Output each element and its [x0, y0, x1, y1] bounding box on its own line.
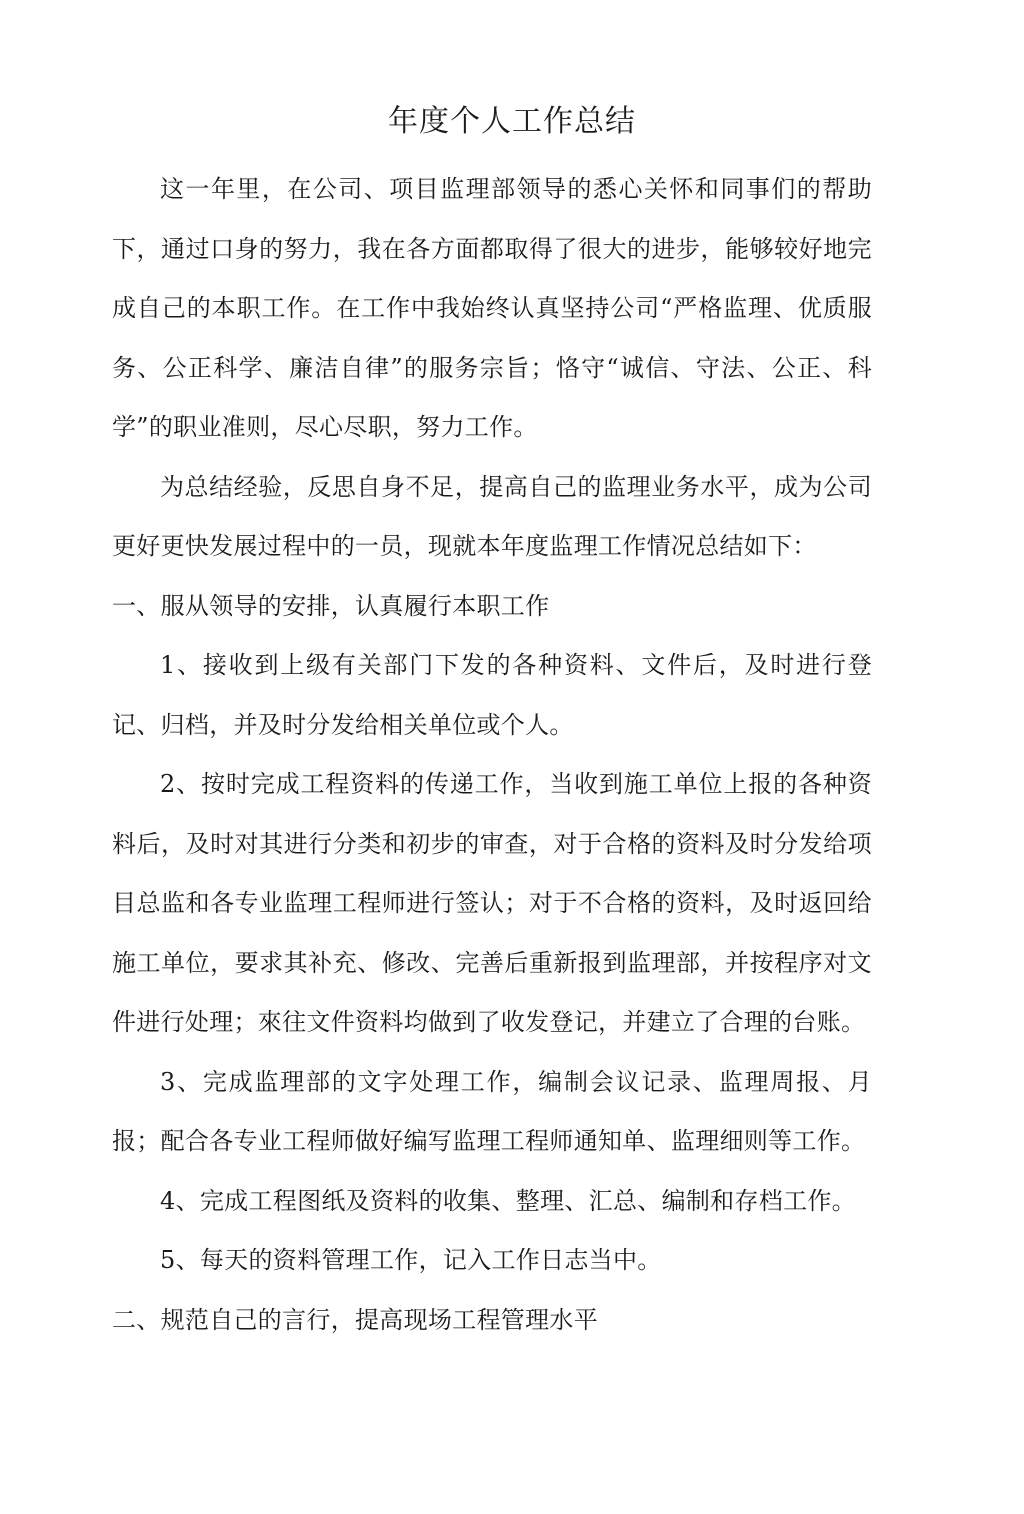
section-1-item-4: 4、完成工程图纸及资料的收集、整理、汇总、编制和存档工作。	[160, 1186, 856, 1215]
section-2-heading: 二、规范自己的言行，提高现场工程管理水平	[112, 1305, 598, 1334]
section-1-item-5: 5、每天的资料管理工作，记入工作日志当中。	[160, 1246, 662, 1274]
intro-paragraph-1: 这一年里，在公司、项目监理部领导的悉心关怀和同事们的帮助下，通过口身的努力，我在各方面都取得了很大的进步，能够较好地完成自己的本职工作。在工作中我始终认真坚持公司“严格监理、优质服务、公正科学、廉洁自律”的服务宗旨；恪守“诚信、守法、公正、科学”的职业准则，尽心尽职，努力工作。	[112, 175, 872, 441]
section-1-item-2: 2、按时完成工程资料的传递工作，当收到施工单位上报的各种资料后，及时对其进行分类和初步的审查，对于合格的资料及时分发给项目总监和各专业监理工程师进行签认；对于不合格的资料，及时返回给施工单位，要求其补充、修改、完善后重新报到监理部，并按程序对文件进行处理；來往文件资料均做到了收发登记，并建立了合理的台账。	[112, 770, 872, 1036]
section-1-item-3: 3、完成监理部的文字处理工作，编制会议记录、监理周报、月报；配合各专业工程师做好编写监理工程师通知单、监理细则等工作。	[112, 1067, 872, 1155]
document-title: 年度个人工作总结	[388, 104, 636, 139]
section-1-item-1: 1、接收到上级有关部门下发的各种资料、文件后，及时进行登记、归档，并及时分发给相关单位或个人。	[112, 651, 872, 739]
document-body	[112, 160, 872, 1350]
section-1-heading: 一、服从领导的安排，认真履行本职工作	[112, 591, 550, 620]
intro-paragraph-2: 为总结经验，反思自身不足，提高自己的监理业务水平，成为公司更好更快发展过程中的一员，现就本年度监理工作情况总结如下：	[112, 472, 872, 560]
